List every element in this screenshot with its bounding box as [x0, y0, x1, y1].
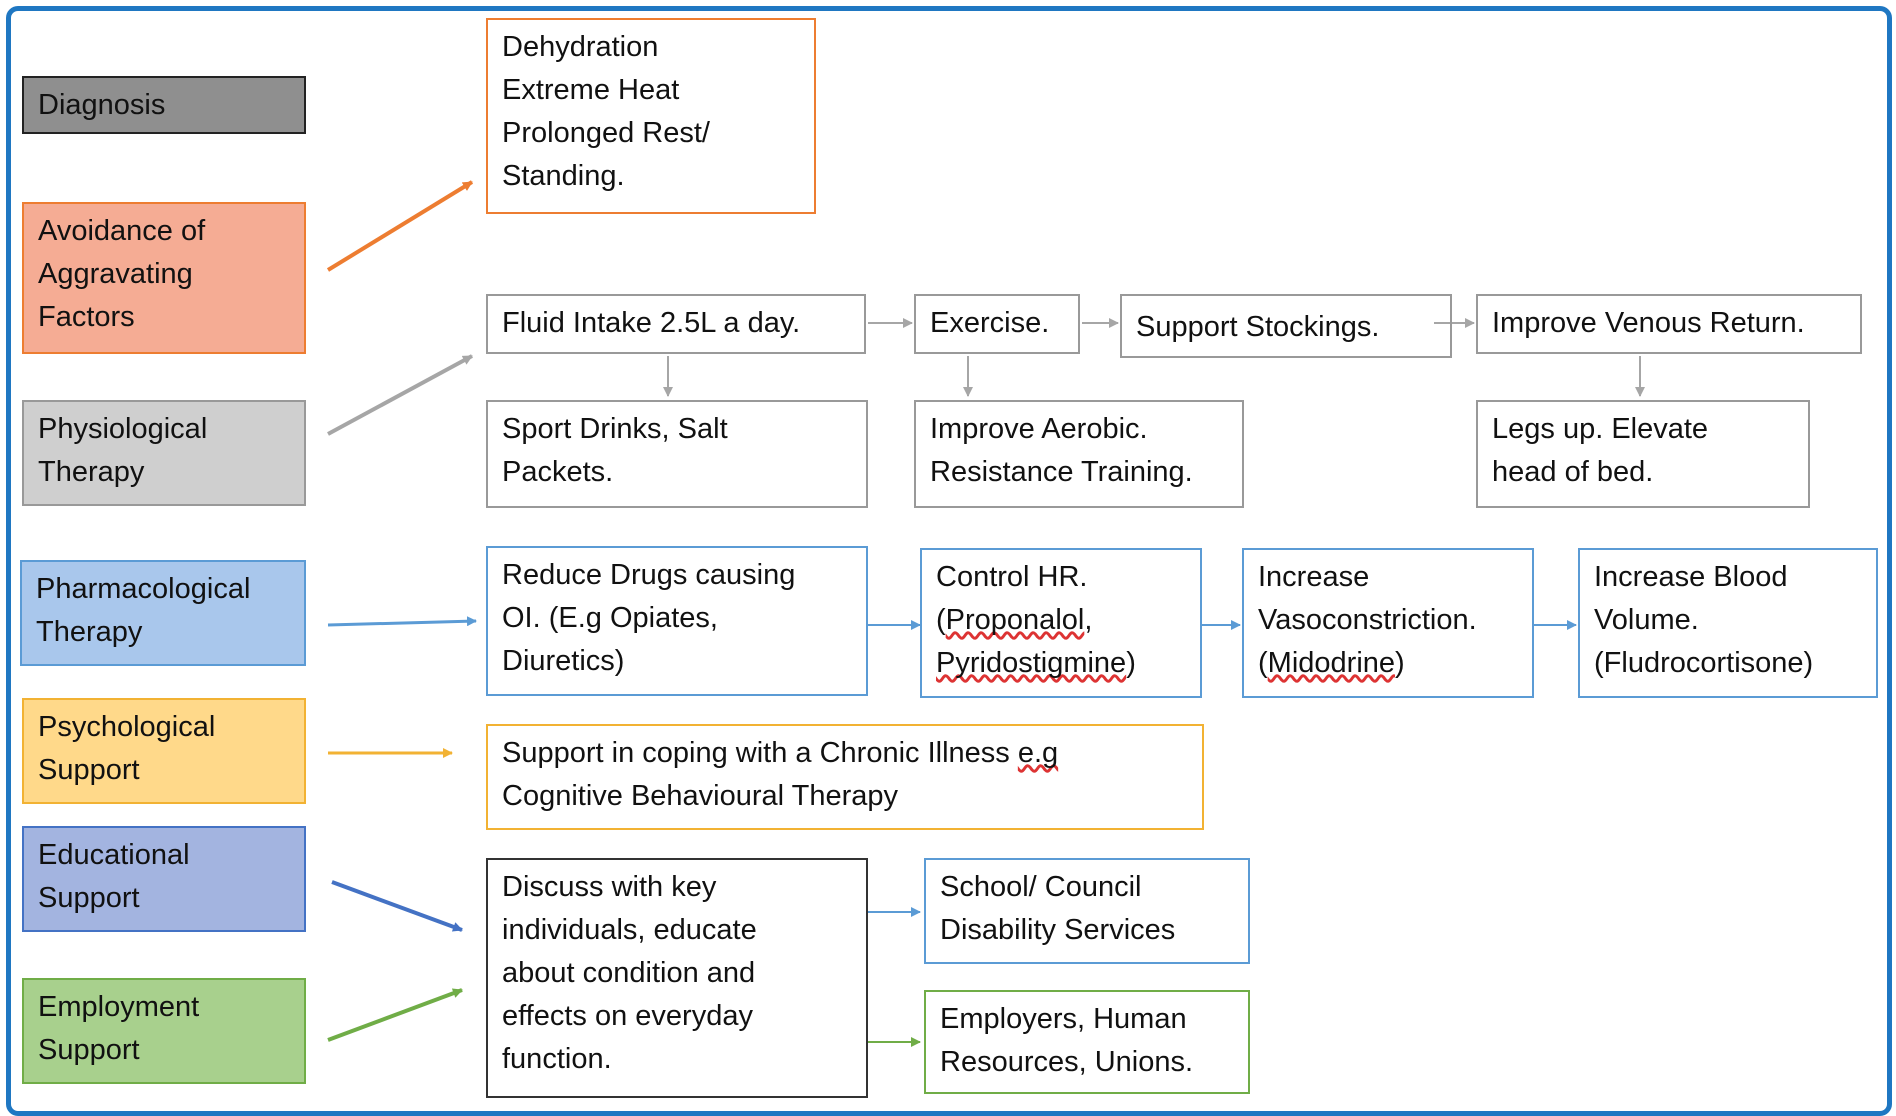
box-exercise: Exercise.: [914, 294, 1080, 354]
category-diagnosis: Diagnosis: [22, 76, 306, 134]
box-control-hr: Control HR. (Proponalol, Pyridostigmine): [920, 548, 1202, 698]
box-employers: Employers, Human Resources, Unions.: [924, 990, 1250, 1094]
box-vasoconstriction: Increase Vasoconstriction. (Midodrine): [1242, 548, 1534, 698]
box-fluid-intake: Fluid Intake 2.5L a day.: [486, 294, 866, 354]
box-support-stockings: Support Stockings.: [1120, 294, 1452, 358]
box-improve-venous-return: Improve Venous Return.: [1476, 294, 1862, 354]
category-avoidance: Avoidance of Aggravating Factors: [22, 202, 306, 354]
arrow-avoidance: [328, 182, 472, 270]
box-legs-up: Legs up. Elevate head of bed.: [1476, 400, 1810, 508]
category-educational: Educational Support: [22, 826, 306, 932]
box-blood-volume: Increase Blood Volume. (Fludrocortisone): [1578, 548, 1878, 698]
arrow-educational: [332, 882, 462, 930]
box-aggravating-factors: Dehydration Extreme Heat Prolonged Rest/ Standing.: [486, 18, 816, 214]
box-aerobic-training: Improve Aerobic. Resistance Training.: [914, 400, 1244, 508]
box-reduce-drugs: Reduce Drugs causing OI. (E.g Opiates, Diuretics): [486, 546, 868, 696]
arrow-pharmacological: [328, 621, 476, 625]
arrow-employment: [328, 990, 462, 1040]
box-psych-support: Support in coping with a Chronic Illness e.g Cognitive Behavioural Therapy: [486, 724, 1204, 830]
category-employment: Employment Support: [22, 978, 306, 1084]
arrow-physiological: [328, 356, 472, 434]
category-physiological: Physiological Therapy: [22, 400, 306, 506]
box-discuss-key-individuals: Discuss with key individuals, educate about condition and effects on everyday function.: [486, 858, 868, 1098]
category-psychological: Psychological Support: [22, 698, 306, 804]
box-school-council: School/ Council Disability Services: [924, 858, 1250, 964]
category-pharmacological: Pharmacological Therapy: [20, 560, 306, 666]
box-sport-drinks: Sport Drinks, Salt Packets.: [486, 400, 868, 508]
